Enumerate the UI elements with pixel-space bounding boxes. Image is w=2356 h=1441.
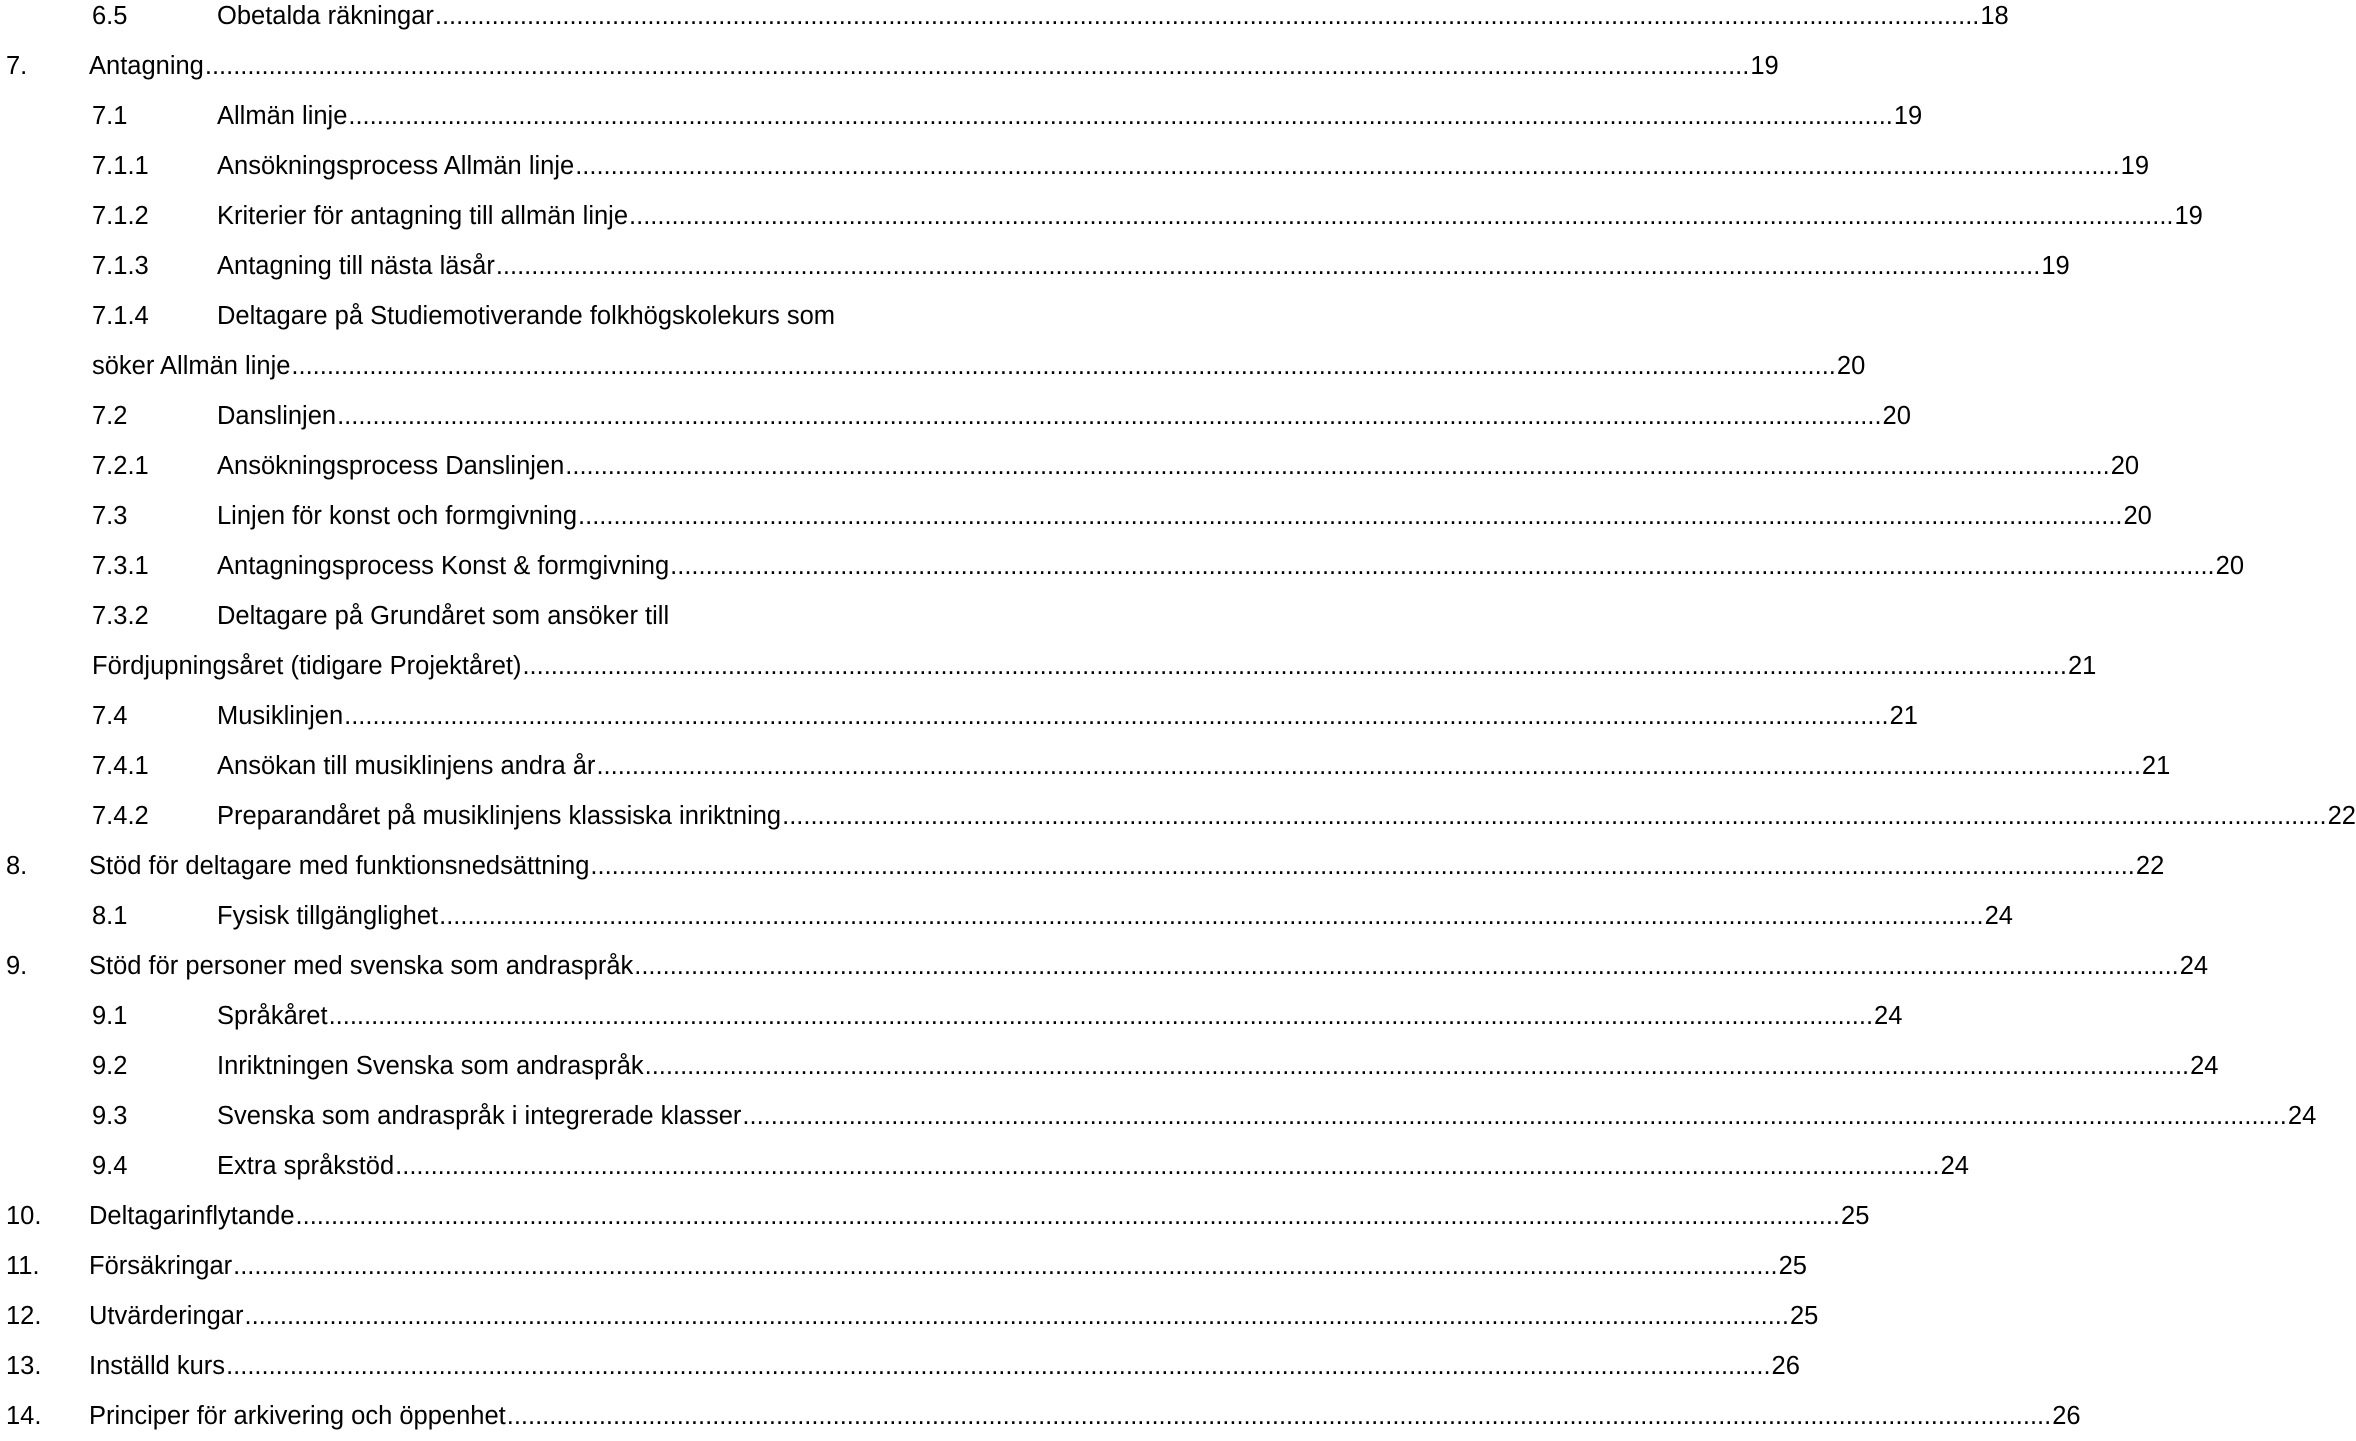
toc-leader-dots xyxy=(348,102,1892,131)
toc-entry-title: Stöd för deltagare med funktionsnedsättning xyxy=(89,851,590,880)
toc-entry-page: 19 xyxy=(2041,251,2070,280)
toc-entry-title: Stöd för personer med svenska som andraspråk xyxy=(89,951,634,980)
toc-entry-number: 12. xyxy=(6,1301,42,1330)
toc-entry[interactable] xyxy=(6,941,2209,991)
toc-entry-title: Ansökningsprocess Allmän linje xyxy=(217,151,575,180)
toc-entry-page: 20 xyxy=(2123,501,2152,530)
toc-entry-number: 7.3.1 xyxy=(92,551,149,580)
toc-entry[interactable] xyxy=(92,791,2356,841)
toc-entry[interactable] xyxy=(92,241,2070,291)
toc-entry-page: 22 xyxy=(2327,801,2356,830)
toc-entry-page: 20 xyxy=(2215,551,2245,580)
toc-entry[interactable] xyxy=(6,41,1779,91)
toc-entry-number: 7.2.1 xyxy=(92,451,149,480)
toc-entry-page: 19 xyxy=(2120,151,2150,180)
toc-entry-continuation[interactable] xyxy=(92,641,2097,691)
toc-entry-title: Inställd kurs xyxy=(89,1351,226,1380)
toc-entry-number: 9.4 xyxy=(92,1151,128,1180)
toc-entry-page: 21 xyxy=(2067,651,2097,680)
toc-entry-title: Ansökan till musiklinjens andra år xyxy=(217,751,596,780)
toc-entry-page: 24 xyxy=(1940,1151,1969,1180)
toc-entry-title: Deltagare på Grundåret som ansöker till xyxy=(217,601,670,630)
toc-entry-title: Fysisk tillgänglighet xyxy=(217,901,439,930)
toc-entry-page: 19 xyxy=(1893,101,1923,130)
toc-entry-page: 18 xyxy=(1980,1,2009,30)
toc-leader-dots xyxy=(226,1352,1770,1381)
toc-leader-dots xyxy=(496,252,2040,281)
toc-entry-number: 8. xyxy=(6,851,28,880)
toc-entry-number: 7. xyxy=(6,51,28,80)
toc-entry-number: 7.4.2 xyxy=(92,801,149,830)
toc-entry-number: 7.4 xyxy=(92,701,128,730)
toc-entry-title: Antagning till nästa läsår xyxy=(217,251,495,280)
toc-entry[interactable] xyxy=(92,191,2203,241)
toc-entry[interactable] xyxy=(92,1041,2219,1091)
toc-entry-number: 7.1.2 xyxy=(92,201,149,230)
toc-entry[interactable] xyxy=(6,1391,2081,1441)
toc-entry[interactable] xyxy=(92,891,2013,941)
toc-entry-number: 7.1.3 xyxy=(92,251,149,280)
toc-entry-number: 14. xyxy=(6,1401,42,1430)
toc-entry[interactable] xyxy=(92,991,1903,1041)
toc-leader-dots xyxy=(596,752,2140,781)
toc-leader-dots xyxy=(522,652,2066,681)
toc-entry-page: 21 xyxy=(2141,751,2171,780)
toc-entry-number: 7.3 xyxy=(92,501,128,530)
toc-entry-title: Extra språkstöd xyxy=(217,1151,395,1180)
toc-leader-dots xyxy=(296,1202,1840,1231)
toc-entry-title: Allmän linje xyxy=(217,101,348,130)
toc-entry[interactable] xyxy=(92,391,1911,441)
toc-entry-title: Preparandåret på musiklinjens klassiska inriktning xyxy=(217,801,782,830)
toc-entry-page: 22 xyxy=(2135,851,2165,880)
toc-entry[interactable] xyxy=(6,1241,1807,1291)
toc-entry-title: Deltagarinflytande xyxy=(89,1201,295,1230)
toc-entry-title: Språkåret xyxy=(217,1001,328,1030)
toc-leader-dots xyxy=(634,952,2178,981)
toc-entry-page: 20 xyxy=(1882,401,1911,430)
toc-entry-title-continued: Fördjupningsåret (tidigare Projektåret) xyxy=(92,651,522,680)
toc-entry-title: Antagning xyxy=(89,51,204,80)
toc-leader-dots xyxy=(507,1402,2051,1431)
toc-entry[interactable] xyxy=(92,491,2152,541)
toc-leader-dots xyxy=(244,1302,1788,1331)
toc-entry-page: 24 xyxy=(2179,951,2209,980)
toc-entry[interactable] xyxy=(6,841,2165,891)
toc-entry[interactable] xyxy=(6,1191,1870,1241)
toc-leader-dots xyxy=(590,852,2134,881)
toc-entry-number: 7.1 xyxy=(92,101,128,130)
toc-entry-number: 11. xyxy=(6,1251,40,1280)
toc-entry-number: 13. xyxy=(6,1351,42,1380)
toc-entry-title: Ansökningsprocess Danslinjen xyxy=(217,451,565,480)
toc-entry-title: Danslinjen xyxy=(217,401,337,430)
toc-leader-dots xyxy=(291,352,1835,381)
toc-entry-number: 8.1 xyxy=(92,901,128,930)
toc-entry-continuation[interactable] xyxy=(92,341,1866,391)
toc-entry[interactable] xyxy=(92,1091,2317,1141)
toc-entry-title: Linjen för konst och formgivning xyxy=(217,501,578,530)
toc-entry-page: 24 xyxy=(2190,1051,2219,1080)
toc-entry-number: 7.1.4 xyxy=(92,301,149,330)
toc-entry-page: 24 xyxy=(2287,1101,2317,1130)
toc-entry-page: 20 xyxy=(1836,351,1866,380)
toc-entry-title: Svenska som andraspråk i integrerade klasser xyxy=(217,1101,742,1130)
toc-entry[interactable] xyxy=(92,541,2245,591)
toc-entry-title: Försäkringar xyxy=(89,1251,233,1280)
toc-entry-title: Utvärderingar xyxy=(89,1301,244,1330)
toc-entry-page: 25 xyxy=(1841,1201,1870,1230)
toc-leader-dots xyxy=(329,1002,1873,1031)
toc-entry-number: 9.1 xyxy=(92,1001,128,1030)
toc-entry-page: 20 xyxy=(2110,451,2140,480)
toc-entry-number: 9.2 xyxy=(92,1051,128,1080)
toc-entry-page: 26 xyxy=(1771,1351,1800,1380)
toc-leader-dots xyxy=(578,502,2122,531)
toc-entry-title: Obetalda räkningar xyxy=(217,1,434,30)
toc-leader-dots xyxy=(782,802,2326,831)
toc-entry-number: 7.2 xyxy=(92,401,128,430)
toc-leader-dots xyxy=(629,202,2173,231)
toc-entry[interactable] xyxy=(6,1341,1800,1391)
toc-leader-dots xyxy=(565,452,2109,481)
toc-leader-dots xyxy=(435,2,1979,31)
toc-leader-dots xyxy=(205,52,1749,81)
toc-leader-dots xyxy=(344,702,1888,731)
toc-entry-title-continued: söker Allmän linje xyxy=(92,351,291,380)
toc-entry[interactable] xyxy=(92,141,2150,191)
toc-leader-dots xyxy=(439,902,1983,931)
toc-entry-page: 19 xyxy=(1750,51,1779,80)
toc-leader-dots xyxy=(645,1052,2189,1081)
toc-entry-title: Antagningsprocess Konst & formgivning xyxy=(217,551,670,580)
toc-entry[interactable] xyxy=(92,691,1918,741)
toc-entry-number: 10. xyxy=(6,1201,42,1230)
toc-leader-dots xyxy=(670,552,2214,581)
toc-entry[interactable] xyxy=(92,291,960,341)
toc-entry-number: 7.1.1 xyxy=(92,151,149,180)
toc-entry-number: 6.5 xyxy=(92,1,128,30)
toc-entry-page: 26 xyxy=(2052,1401,2081,1430)
toc-entry-number: 7.3.2 xyxy=(92,601,149,630)
toc-entry-page: 25 xyxy=(1778,1251,1807,1280)
toc-entry[interactable] xyxy=(92,441,2140,491)
toc-entry-page: 24 xyxy=(1874,1001,1903,1030)
toc-entry-page: 21 xyxy=(1889,701,1918,730)
toc-leader-dots xyxy=(337,402,1881,431)
toc-entry[interactable] xyxy=(92,591,960,641)
toc-entry-title: Deltagare på Studiemotiverande folkhögskolekurs som xyxy=(217,301,836,330)
toc-entry-page: 24 xyxy=(1984,901,2013,930)
toc-leader-dots xyxy=(575,152,2119,181)
toc-entry-page: 25 xyxy=(1789,1301,1819,1330)
toc-entry[interactable] xyxy=(92,741,2171,791)
toc-leader-dots xyxy=(395,1152,1939,1181)
toc-entry-number: 9.3 xyxy=(92,1101,128,1130)
toc-entry[interactable] xyxy=(92,91,1923,141)
toc-entry-title: Principer för arkivering och öppenhet xyxy=(89,1401,506,1430)
toc-entry[interactable] xyxy=(92,1141,1969,1191)
toc-entry-title: Kriterier för antagning till allmän linje xyxy=(217,201,629,230)
toc-entry-number: 9. xyxy=(6,951,28,980)
toc-entry-number: 7.4.1 xyxy=(92,751,149,780)
toc-entry[interactable] xyxy=(6,1291,1819,1341)
toc-leader-dots xyxy=(233,1252,1777,1281)
toc-leader-dots xyxy=(742,1102,2286,1131)
toc-entry-title: Musiklinjen xyxy=(217,701,344,730)
toc-entry-page: 19 xyxy=(2174,201,2203,230)
toc-entry-title: Inriktningen Svenska som andraspråk xyxy=(217,1051,644,1080)
toc-entry[interactable] xyxy=(92,0,2009,41)
